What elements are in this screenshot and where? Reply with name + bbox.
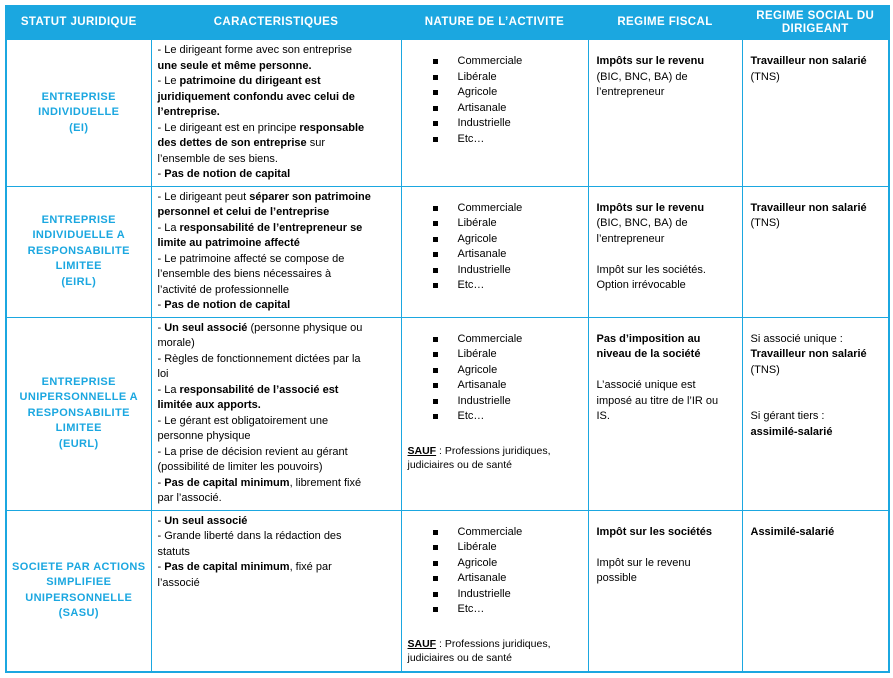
text-line: judiciaires ou de santé bbox=[407, 651, 512, 664]
regime-fiscal-cell-sasu bbox=[588, 510, 742, 672]
regime-social-cell-ei bbox=[742, 40, 889, 187]
text-line: l’activité de professionnelle bbox=[157, 283, 289, 296]
text-line: Travailleur non salarié bbox=[750, 55, 867, 67]
statut-cell-ei bbox=[6, 40, 151, 187]
text-line: IS. bbox=[596, 410, 610, 422]
text-line: judiciaires ou de santé bbox=[407, 458, 512, 471]
regime-social-cell-eirl bbox=[742, 186, 889, 317]
activity-list bbox=[408, 201, 582, 294]
activity-item: Commerciale bbox=[408, 201, 582, 217]
activity-item: Etc… bbox=[408, 409, 582, 425]
activity-item: Etc… bbox=[408, 602, 582, 618]
regime-fiscal-cell-eirl bbox=[588, 186, 742, 317]
text-line: morale) bbox=[157, 337, 195, 349]
activity-item: Commerciale bbox=[408, 332, 582, 348]
activity-item: Libérale bbox=[408, 347, 582, 363]
square-bullet-icon bbox=[433, 106, 438, 111]
text-line: Pas d’imposition au bbox=[596, 332, 701, 345]
square-bullet-icon bbox=[433, 368, 438, 373]
nature-activite-cell-eurl bbox=[401, 317, 588, 510]
text-line: RESPONSABILITE bbox=[27, 406, 130, 419]
text-line: - Pas de capital minimum, librement fixé bbox=[157, 476, 362, 489]
nature-activite-cell-sasu bbox=[401, 510, 588, 672]
square-bullet-icon bbox=[433, 59, 438, 64]
text-line: (EIRL) bbox=[61, 275, 97, 288]
nature-activite-cell-eirl bbox=[401, 186, 588, 317]
text-line: SIMPLIFIEE bbox=[46, 576, 112, 589]
text-line: (BIC, BNC, BA) de bbox=[596, 217, 688, 229]
square-bullet-icon bbox=[433, 252, 438, 257]
text-line: INDIVIDUELLE A bbox=[32, 229, 126, 242]
text-line: Travailleur non salarié bbox=[750, 201, 867, 214]
square-bullet-icon bbox=[433, 414, 438, 419]
text-line: (EURL) bbox=[58, 437, 99, 450]
text-line: - Le dirigeant forme avec son entreprise bbox=[157, 44, 352, 56]
text-line bbox=[751, 378, 883, 394]
text-line: (BIC, BNC, BA) de bbox=[596, 70, 688, 83]
square-bullet-icon bbox=[433, 383, 438, 388]
text-line: l’associé bbox=[157, 576, 200, 589]
sauf-note bbox=[408, 637, 582, 665]
text-line: une seule et même personne. bbox=[157, 59, 312, 72]
square-bullet-icon bbox=[433, 121, 438, 126]
square-bullet-icon bbox=[433, 283, 438, 288]
text-line bbox=[597, 247, 736, 263]
text-line: UNIPERSONNELLE bbox=[25, 591, 133, 604]
text-line: Impôts sur le revenu bbox=[596, 201, 705, 214]
text-line bbox=[597, 540, 736, 556]
text-line: l’entrepreneur bbox=[596, 232, 665, 245]
square-bullet-icon bbox=[433, 561, 438, 566]
text-line: Impôt sur les sociétés. bbox=[596, 263, 706, 276]
text-line: - Pas de capital minimum, fixé par bbox=[157, 561, 332, 573]
text-line: - Un seul associé bbox=[157, 514, 248, 527]
square-bullet-icon bbox=[433, 607, 438, 612]
text-line: INDIVIDUELLE bbox=[38, 106, 120, 118]
text-line: SAUF : Professions juridiques, bbox=[407, 637, 551, 650]
text-line: ENTREPRISE bbox=[41, 90, 116, 103]
text-line: Impôt sur les sociétés bbox=[596, 525, 713, 538]
regime-social-cell-eurl bbox=[742, 317, 889, 510]
square-bullet-icon bbox=[433, 576, 438, 581]
text-line: - Le gérant est obligatoirement une bbox=[157, 414, 329, 427]
column-header-statut-juridique: STATUT JURIDIQUE bbox=[6, 6, 151, 40]
square-bullet-icon bbox=[433, 352, 438, 357]
text-line: - Un seul associé (personne physique ou bbox=[157, 321, 363, 334]
square-bullet-icon bbox=[433, 592, 438, 597]
text-line: ENTREPRISE bbox=[41, 375, 116, 388]
text-line: - La prise de décision revient au gérant bbox=[157, 445, 348, 458]
text-line: Impôt sur le revenu bbox=[596, 556, 691, 569]
square-bullet-icon bbox=[433, 545, 438, 550]
text-line: (EI) bbox=[69, 121, 89, 134]
caracteristiques-cell-eurl bbox=[151, 317, 401, 510]
text-line: personnel et celui de l’entreprise bbox=[157, 206, 330, 218]
table-row-eurl bbox=[6, 317, 889, 510]
text-line: imposé au titre de l’IR ou bbox=[596, 394, 719, 407]
nature-activite-cell-ei bbox=[401, 40, 588, 187]
activity-item: Libérale bbox=[408, 216, 582, 232]
text-line: Travailleur non salarié bbox=[750, 348, 867, 360]
square-bullet-icon bbox=[433, 137, 438, 142]
text-line: loi bbox=[157, 368, 169, 380]
text-line: - Pas de notion de capital bbox=[157, 299, 291, 311]
text-line: - Le dirigeant est en principe responsable bbox=[157, 121, 365, 134]
activity-item: Artisanale bbox=[408, 571, 582, 587]
text-line: des dettes de son entreprise sur bbox=[157, 137, 326, 149]
text-line: l’ensemble de ses biens. bbox=[157, 152, 278, 165]
activity-list bbox=[408, 332, 582, 425]
text-line bbox=[597, 363, 736, 379]
caracteristiques-cell-ei bbox=[151, 40, 401, 187]
text-line: personne physique bbox=[157, 430, 251, 442]
text-line: possible bbox=[596, 572, 637, 584]
text-line: (TNS) bbox=[750, 70, 780, 83]
square-bullet-icon bbox=[433, 75, 438, 80]
square-bullet-icon bbox=[433, 221, 438, 226]
activity-item: Industrielle bbox=[408, 587, 582, 603]
activity-item: Agricole bbox=[408, 363, 582, 379]
text-line: limitée aux apports. bbox=[157, 399, 261, 411]
text-line: niveau de la société bbox=[596, 348, 701, 360]
text-line: - Le dirigeant peut séparer son patrimoine bbox=[157, 190, 371, 203]
text-line: - La responsabilité de l’entrepreneur se bbox=[157, 221, 363, 234]
text-line: RESPONSABILITE bbox=[27, 244, 130, 257]
text-line: SAUF : Professions juridiques, bbox=[407, 444, 551, 457]
text-line: - La responsabilité de l’associé est bbox=[157, 383, 339, 396]
text-line: (TNS) bbox=[750, 217, 780, 229]
text-line: LIMITEE bbox=[55, 422, 102, 435]
activity-list bbox=[408, 54, 582, 147]
activity-item: Artisanale bbox=[408, 247, 582, 263]
regime-fiscal-cell-ei bbox=[588, 40, 742, 187]
text-line: UNIPERSONNELLE A bbox=[19, 391, 138, 404]
table-row-ei bbox=[6, 40, 889, 187]
column-header-caracteristiques: CARACTERISTIQUES bbox=[151, 6, 401, 40]
activity-item: Artisanale bbox=[408, 101, 582, 117]
activity-item: Industrielle bbox=[408, 394, 582, 410]
text-line: par l’associé. bbox=[157, 492, 222, 504]
activity-item: Commerciale bbox=[408, 54, 582, 70]
text-line: Si gérant tiers : bbox=[750, 410, 825, 422]
text-line: l’ensemble des biens nécessaires à bbox=[157, 268, 332, 280]
text-line: (possibilité de limiter les pouvoirs) bbox=[157, 461, 323, 473]
activity-item: Industrielle bbox=[408, 116, 582, 132]
activity-item: Etc… bbox=[408, 132, 582, 148]
text-line: Si associé unique : bbox=[750, 332, 843, 345]
text-line: L’associé unique est bbox=[596, 379, 696, 391]
sauf-note bbox=[408, 444, 582, 472]
activity-item: Agricole bbox=[408, 85, 582, 101]
header-row bbox=[6, 6, 889, 40]
statut-cell-eurl bbox=[6, 317, 151, 510]
square-bullet-icon bbox=[433, 530, 438, 535]
column-header-regime-fiscal: REGIME FISCAL bbox=[588, 6, 742, 40]
activity-item: Agricole bbox=[408, 556, 582, 572]
regime-social-cell-sasu bbox=[742, 510, 889, 672]
text-line: - Le patrimoine du dirigeant est bbox=[157, 75, 321, 87]
activity-list bbox=[408, 525, 582, 618]
table-row-sasu bbox=[6, 510, 889, 672]
square-bullet-icon bbox=[433, 337, 438, 342]
text-line: l’entreprise. bbox=[157, 106, 220, 118]
text-line: LIMITEE bbox=[55, 260, 102, 273]
text-line: statuts bbox=[157, 545, 190, 558]
column-header-nature-activite: NATURE DE L’ACTIVITE bbox=[401, 6, 588, 40]
activity-item: Industrielle bbox=[408, 263, 582, 279]
square-bullet-icon bbox=[433, 237, 438, 242]
activity-item: Agricole bbox=[408, 232, 582, 248]
activity-item: Etc… bbox=[408, 278, 582, 294]
caracteristiques-cell-eirl bbox=[151, 186, 401, 317]
text-line: Assimilé-salarié bbox=[750, 525, 835, 538]
text-line: - Grande liberté dans la rédaction des bbox=[157, 530, 342, 542]
text-line: l’entrepreneur bbox=[596, 86, 665, 98]
text-line: - Règles de fonctionnement dictées par la bbox=[157, 352, 361, 365]
square-bullet-icon bbox=[433, 268, 438, 273]
square-bullet-icon bbox=[433, 399, 438, 404]
text-line: - Le patrimoine affecté se compose de bbox=[157, 252, 345, 265]
activity-item: Artisanale bbox=[408, 378, 582, 394]
legal-status-comparison-table bbox=[5, 5, 890, 673]
text-line: juridiquement confondu avec celui de bbox=[157, 90, 355, 103]
text-line: Impôts sur le revenu bbox=[596, 55, 705, 67]
activity-item: Libérale bbox=[408, 540, 582, 556]
text-line: (TNS) bbox=[750, 363, 780, 376]
square-bullet-icon bbox=[433, 206, 438, 211]
caracteristiques-cell-sasu bbox=[151, 510, 401, 672]
activity-item: Commerciale bbox=[408, 525, 582, 541]
text-line bbox=[751, 394, 883, 410]
text-line: SOCIETE PAR ACTIONS bbox=[12, 560, 146, 573]
text-line: (SASU) bbox=[58, 607, 99, 620]
text-line: limite au patrimoine affecté bbox=[157, 237, 300, 249]
text-line: - Pas de notion de capital bbox=[157, 168, 291, 180]
text-line: assimilé-salarié bbox=[750, 425, 833, 438]
square-bullet-icon bbox=[433, 90, 438, 95]
table-row-eirl bbox=[6, 186, 889, 317]
activity-item: Libérale bbox=[408, 70, 582, 86]
text-line: Option irrévocable bbox=[596, 279, 686, 291]
statut-cell-sasu bbox=[6, 510, 151, 672]
statut-cell-eirl bbox=[6, 186, 151, 317]
column-header-regime-social: REGIME SOCIAL DU DIRIGEANT bbox=[742, 6, 889, 40]
regime-fiscal-cell-eurl bbox=[588, 317, 742, 510]
text-line: ENTREPRISE bbox=[41, 213, 116, 226]
